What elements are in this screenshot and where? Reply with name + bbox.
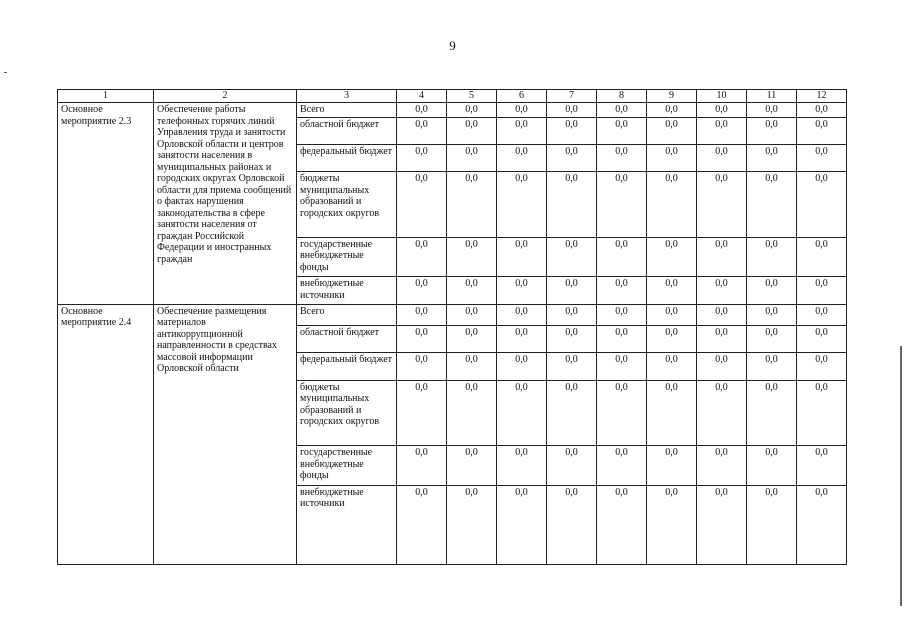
amount-cell: 0,0 xyxy=(547,485,597,564)
amount-cell: 0,0 xyxy=(597,145,647,172)
amount-cell: 0,0 xyxy=(497,380,547,446)
amount-cell: 0,0 xyxy=(547,326,597,353)
amount-cell: 0,0 xyxy=(697,237,747,277)
funding-source-cell: государственные внебюджетные фонды xyxy=(297,237,397,277)
column-header: 3 xyxy=(297,90,397,103)
amount-cell: 0,0 xyxy=(747,237,797,277)
amount-cell: 0,0 xyxy=(497,237,547,277)
scan-edge-line xyxy=(900,346,902,606)
table-row xyxy=(58,103,847,118)
funding-source-cell: государственные внебюджетные фонды xyxy=(297,446,397,486)
amount-cell: 0,0 xyxy=(597,326,647,353)
amount-cell: 0,0 xyxy=(647,103,697,118)
amount-cell: 0,0 xyxy=(747,172,797,238)
amount-cell: 0,0 xyxy=(547,277,597,304)
amount-cell: 0,0 xyxy=(647,326,697,353)
scan-mark xyxy=(4,72,7,73)
amount-cell: 0,0 xyxy=(397,103,447,118)
amount-cell: 0,0 xyxy=(597,485,647,564)
funding-source-cell: федеральный бюджет xyxy=(297,145,397,172)
amount-cell: 0,0 xyxy=(697,326,747,353)
amount-cell: 0,0 xyxy=(497,277,547,304)
amount-cell: 0,0 xyxy=(697,277,747,304)
page-number: 9 xyxy=(449,38,456,53)
amount-cell: 0,0 xyxy=(547,380,597,446)
column-header: 12 xyxy=(797,90,847,103)
amount-cell: 0,0 xyxy=(797,237,847,277)
measure-name-cell: Основное мероприятие 2.4 xyxy=(58,304,154,564)
amount-cell: 0,0 xyxy=(647,237,697,277)
amount-cell: 0,0 xyxy=(797,326,847,353)
amount-cell: 0,0 xyxy=(497,485,547,564)
amount-cell: 0,0 xyxy=(697,304,747,326)
amount-cell: 0,0 xyxy=(447,145,497,172)
amount-cell: 0,0 xyxy=(447,353,497,380)
amount-cell: 0,0 xyxy=(397,145,447,172)
amount-cell: 0,0 xyxy=(597,118,647,145)
funding-source-cell: Всего xyxy=(297,304,397,326)
column-header: 4 xyxy=(397,90,447,103)
amount-cell: 0,0 xyxy=(397,172,447,238)
column-header: 8 xyxy=(597,90,647,103)
amount-cell: 0,0 xyxy=(497,353,547,380)
funding-source-cell: бюджеты муниципальных образований и городских округов xyxy=(297,380,397,446)
column-header: 6 xyxy=(497,90,547,103)
amount-cell: 0,0 xyxy=(647,380,697,446)
amount-cell: 0,0 xyxy=(797,353,847,380)
funding-source-cell: Всего xyxy=(297,103,397,118)
amount-cell: 0,0 xyxy=(697,380,747,446)
amount-cell: 0,0 xyxy=(447,446,497,486)
amount-cell: 0,0 xyxy=(697,446,747,486)
amount-cell: 0,0 xyxy=(447,103,497,118)
amount-cell: 0,0 xyxy=(497,145,547,172)
measure-description-cell: Обеспечение работы телефонных горячих линий Управления труда и занятости Орловской области и центров занятости населения в муниципальных районах и городских округах Орловской области для приема сообщений о фактах нарушения законодательства в сфере занятости населения от граждан Российской Федерации и иностранных граждан xyxy=(154,103,297,305)
amount-cell: 0,0 xyxy=(547,304,597,326)
column-header: 5 xyxy=(447,90,497,103)
amount-cell: 0,0 xyxy=(597,172,647,238)
amount-cell: 0,0 xyxy=(397,485,447,564)
amount-cell: 0,0 xyxy=(647,485,697,564)
amount-cell: 0,0 xyxy=(397,353,447,380)
column-header: 7 xyxy=(547,90,597,103)
amount-cell: 0,0 xyxy=(697,353,747,380)
amount-cell: 0,0 xyxy=(647,118,697,145)
funding-source-cell: внебюджетные источники xyxy=(297,485,397,564)
amount-cell: 0,0 xyxy=(397,326,447,353)
amount-cell: 0,0 xyxy=(597,353,647,380)
amount-cell: 0,0 xyxy=(447,380,497,446)
table-row xyxy=(58,304,847,326)
measure-description-cell: Обеспечение размещения материалов антикоррупционной направленности в средствах массовой информации Орловской области xyxy=(154,304,297,564)
amount-cell: 0,0 xyxy=(697,103,747,118)
amount-cell: 0,0 xyxy=(797,145,847,172)
amount-cell: 0,0 xyxy=(547,353,597,380)
header-row xyxy=(58,90,847,103)
amount-cell: 0,0 xyxy=(547,103,597,118)
amount-cell: 0,0 xyxy=(797,446,847,486)
amount-cell: 0,0 xyxy=(397,237,447,277)
amount-cell: 0,0 xyxy=(747,103,797,118)
amount-cell: 0,0 xyxy=(447,326,497,353)
amount-cell: 0,0 xyxy=(747,485,797,564)
amount-cell: 0,0 xyxy=(447,485,497,564)
amount-cell: 0,0 xyxy=(747,446,797,486)
amount-cell: 0,0 xyxy=(397,304,447,326)
amount-cell: 0,0 xyxy=(597,237,647,277)
amount-cell: 0,0 xyxy=(497,103,547,118)
amount-cell: 0,0 xyxy=(747,380,797,446)
amount-cell: 0,0 xyxy=(647,277,697,304)
amount-cell: 0,0 xyxy=(447,237,497,277)
amount-cell: 0,0 xyxy=(547,145,597,172)
financing-table xyxy=(57,89,847,565)
amount-cell: 0,0 xyxy=(547,237,597,277)
amount-cell: 0,0 xyxy=(797,103,847,118)
column-header: 1 xyxy=(58,90,154,103)
funding-source-cell: федеральный бюджет xyxy=(297,353,397,380)
amount-cell: 0,0 xyxy=(547,118,597,145)
column-header: 11 xyxy=(747,90,797,103)
amount-cell: 0,0 xyxy=(697,485,747,564)
funding-source-cell: областной бюджет xyxy=(297,118,397,145)
amount-cell: 0,0 xyxy=(647,304,697,326)
amount-cell: 0,0 xyxy=(747,145,797,172)
amount-cell: 0,0 xyxy=(447,172,497,238)
column-header: 10 xyxy=(697,90,747,103)
amount-cell: 0,0 xyxy=(497,118,547,145)
funding-source-cell: бюджеты муниципальных образований и городских округов xyxy=(297,172,397,238)
funding-source-cell: внебюджетные источники xyxy=(297,277,397,304)
column-header: 9 xyxy=(647,90,697,103)
amount-cell: 0,0 xyxy=(497,172,547,238)
measure-name-cell: Основное мероприятие 2.3 xyxy=(58,103,154,305)
amount-cell: 0,0 xyxy=(447,118,497,145)
amount-cell: 0,0 xyxy=(497,326,547,353)
amount-cell: 0,0 xyxy=(447,304,497,326)
amount-cell: 0,0 xyxy=(597,277,647,304)
amount-cell: 0,0 xyxy=(747,304,797,326)
amount-cell: 0,0 xyxy=(797,118,847,145)
amount-cell: 0,0 xyxy=(747,118,797,145)
amount-cell: 0,0 xyxy=(597,304,647,326)
amount-cell: 0,0 xyxy=(797,485,847,564)
amount-cell: 0,0 xyxy=(597,380,647,446)
table-body xyxy=(58,103,847,565)
amount-cell: 0,0 xyxy=(797,380,847,446)
amount-cell: 0,0 xyxy=(647,172,697,238)
amount-cell: 0,0 xyxy=(797,304,847,326)
amount-cell: 0,0 xyxy=(547,172,597,238)
amount-cell: 0,0 xyxy=(747,277,797,304)
amount-cell: 0,0 xyxy=(547,446,597,486)
amount-cell: 0,0 xyxy=(797,277,847,304)
amount-cell: 0,0 xyxy=(397,118,447,145)
amount-cell: 0,0 xyxy=(397,380,447,446)
amount-cell: 0,0 xyxy=(747,353,797,380)
amount-cell: 0,0 xyxy=(497,304,547,326)
amount-cell: 0,0 xyxy=(797,172,847,238)
amount-cell: 0,0 xyxy=(697,172,747,238)
amount-cell: 0,0 xyxy=(697,118,747,145)
amount-cell: 0,0 xyxy=(697,145,747,172)
amount-cell: 0,0 xyxy=(647,145,697,172)
amount-cell: 0,0 xyxy=(647,353,697,380)
amount-cell: 0,0 xyxy=(597,446,647,486)
amount-cell: 0,0 xyxy=(497,446,547,486)
amount-cell: 0,0 xyxy=(447,277,497,304)
column-header: 2 xyxy=(154,90,297,103)
amount-cell: 0,0 xyxy=(397,446,447,486)
amount-cell: 0,0 xyxy=(747,326,797,353)
amount-cell: 0,0 xyxy=(397,277,447,304)
funding-source-cell: областной бюджет xyxy=(297,326,397,353)
amount-cell: 0,0 xyxy=(597,103,647,118)
amount-cell: 0,0 xyxy=(647,446,697,486)
